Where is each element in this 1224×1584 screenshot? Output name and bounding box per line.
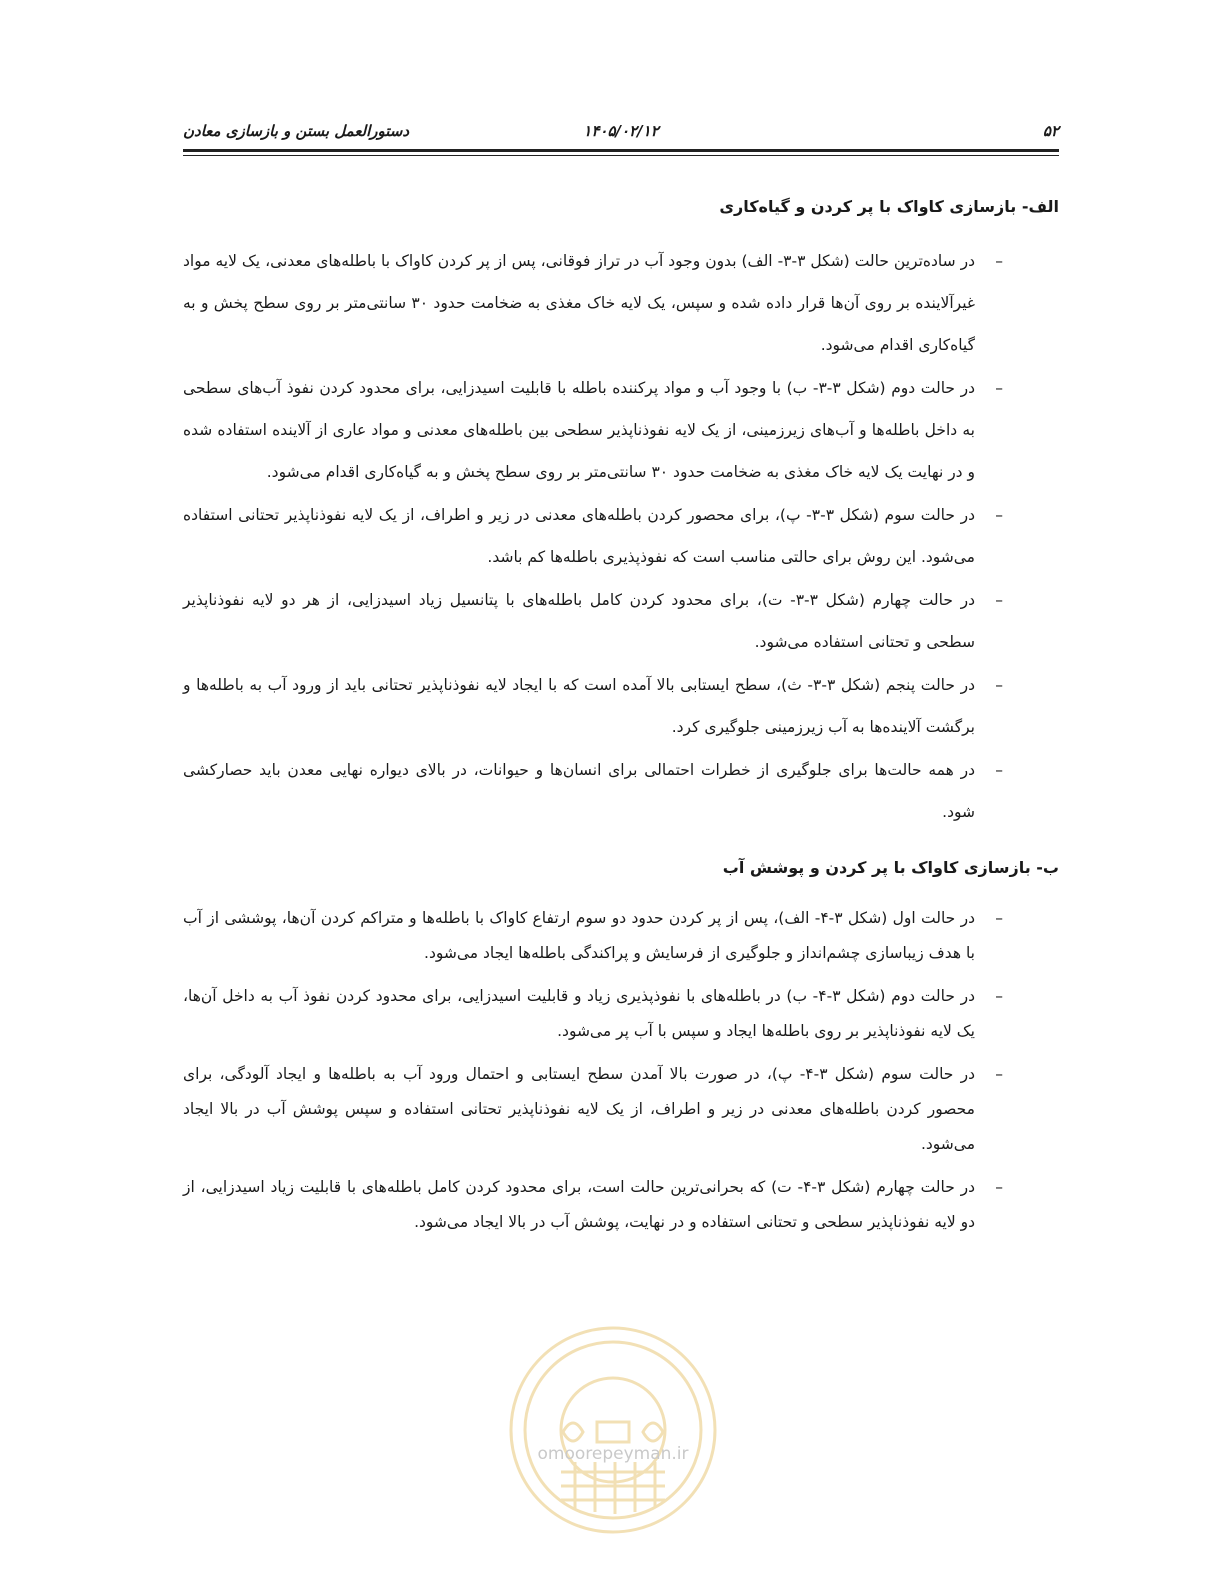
bullet-dash: –	[995, 1065, 1003, 1083]
list-item-text: در حالت سوم (شکل ۳-۴- پ)، در صورت بالا آمدن سطح ایستابی و احتمال ورود آب به باطله‌ها و ایجاد آلودگی، برای محصور کردن باطله‌های معدنی در زیر و اطراف، از یک لایه نفوذناپذیر تحتانی استفاده و سپس پوشش آب در بالا ایجاد می‌شود.	[183, 1065, 975, 1153]
bullet-dash: –	[995, 379, 1003, 397]
list-item	[183, 1170, 1059, 1240]
page-header	[183, 118, 1059, 148]
bullet-dash: –	[995, 591, 1003, 609]
header-rule-thin	[183, 155, 1059, 156]
list-item-text: در حالت پنجم (شکل ۳-۳- ث)، سطح ایستابی بالا آمده است که با ایجاد لایه نفوذناپذیر تحتانی باید از ورود آب به باطله‌ها و برگشت آلاینده‌ها به آب زیرزمینی جلوگیری کرد.	[183, 676, 975, 736]
section-heading-be: ب- بازسازی کاواک با پر کردن و پوشش آب	[722, 858, 1059, 877]
list-item	[183, 664, 1059, 748]
list-item	[183, 367, 1059, 493]
list-item-text: در حالت چهارم (شکل ۳-۳- ت)، برای محدود کردن کامل باطله‌های با پتانسیل زیاد اسیدزایی، از هر دو لایه نفوذناپذیر سطحی و تحتانی استفاده می‌شود.	[183, 591, 975, 651]
list-item	[183, 1057, 1059, 1162]
list-item	[183, 979, 1059, 1049]
list-item-text: در حالت سوم (شکل ۳-۳- پ)، برای محصور کردن باطله‌های معدنی در زیر و اطراف، از یک لایه نفوذناپذیر تحتانی استفاده می‌شود. این روش برای حالتی مناسب است که نفوذپذیری باطله‌ها کم باشد.	[183, 506, 975, 566]
list-item-text: در ساده‌ترین حالت (شکل ۳-۳- الف) بدون وجود آب در تراز فوقانی، پس از پر کردن کاواک با باطله‌های معدنی، یک لایه مواد غیرآلاینده بر روی آن‌ها قرار داده شده و سپس، یک لایه خاک مغذی به ضخامت حدود ۳۰ سانتی‌متر بر روی سطح پخش و به گیاه‌کاری اقدام می‌شود.	[183, 252, 975, 354]
header-title: دستورالعمل بستن و بازسازی معادن	[183, 122, 410, 140]
list-item-text: در حالت اول (شکل ۳-۴- الف)، پس از پر کردن حدود دو سوم ارتفاع کاواک با باطله‌ها و متراکم کردن آن‌ها، پوششی از آب با هدف زیباسازی چشم‌انداز و جلوگیری از فرسایش و پراکندگی باطله‌ها ایجاد می‌شود.	[183, 909, 975, 962]
watermark-seal-icon	[505, 1322, 721, 1538]
list-item-text: در حالت دوم (شکل ۳-۳- ب) با وجود آب و مواد پرکننده باطله با قابلیت اسیدزایی، برای محدود کردن نفوذ آب‌های سطحی به داخل باطله‌ها و آب‌های زیرزمینی، از یک لایه نفوذناپذیر سطحی بین باطله‌های معدنی و مواد عاری از آلاینده استفاده شده و در نهایت یک لایه خاک مغذی به ضخامت حدود ۳۰ سانتی‌متر بر روی سطح پخش و به گیاه‌کاری اقدام می‌شود.	[183, 379, 975, 481]
section-heading-alef: الف- بازسازی کاواک با پر کردن و گیاه‌کاری	[719, 197, 1059, 216]
bullet-dash: –	[995, 1178, 1003, 1196]
list-item-text: در همه حالت‌ها برای جلوگیری از خطرات احتمالی برای انسان‌ها و حیوانات، در بالای دیواره نهایی معدن باید حصارکشی شود.	[183, 761, 975, 821]
list-item	[183, 494, 1059, 578]
header-date: ۱۴۰۵/۰۲/۱۲	[583, 122, 659, 140]
list-item	[183, 901, 1059, 971]
header-rule-thick	[183, 149, 1059, 152]
page-body	[183, 194, 1059, 1240]
bullet-dash: –	[995, 987, 1003, 1005]
list-item-text: در حالت دوم (شکل ۳-۴- ب) در باطله‌های با نفوذپذیری زیاد و قابلیت اسیدزایی، برای محدود کردن نفوذ آب به داخل آن‌ها، یک لایه نفوذناپذیر بر روی باطله‌ها ایجاد و سپس با آب پر می‌شود.	[183, 987, 975, 1040]
list-item	[183, 579, 1059, 663]
list-item-text: در حالت چهارم (شکل ۳-۴- ت) که بحرانی‌ترین حالت است، برای محدود کردن کامل باطله‌های با قابلیت زیاد اسیدزایی، از دو لایه نفوذناپذیر سطحی و تحتانی استفاده و در نهایت، پوشش آب در بالا ایجاد می‌شود.	[183, 1178, 975, 1231]
watermark-site: omoorepeyman.ir	[537, 1444, 689, 1464]
bullet-dash: –	[995, 506, 1003, 524]
bullet-dash: –	[995, 252, 1003, 270]
list-item	[183, 240, 1059, 366]
list-item	[183, 749, 1059, 833]
bullet-dash: –	[995, 676, 1003, 694]
page-number: ۵۲	[1042, 122, 1059, 140]
bullet-dash: –	[995, 761, 1003, 779]
bullet-dash: –	[995, 909, 1003, 927]
